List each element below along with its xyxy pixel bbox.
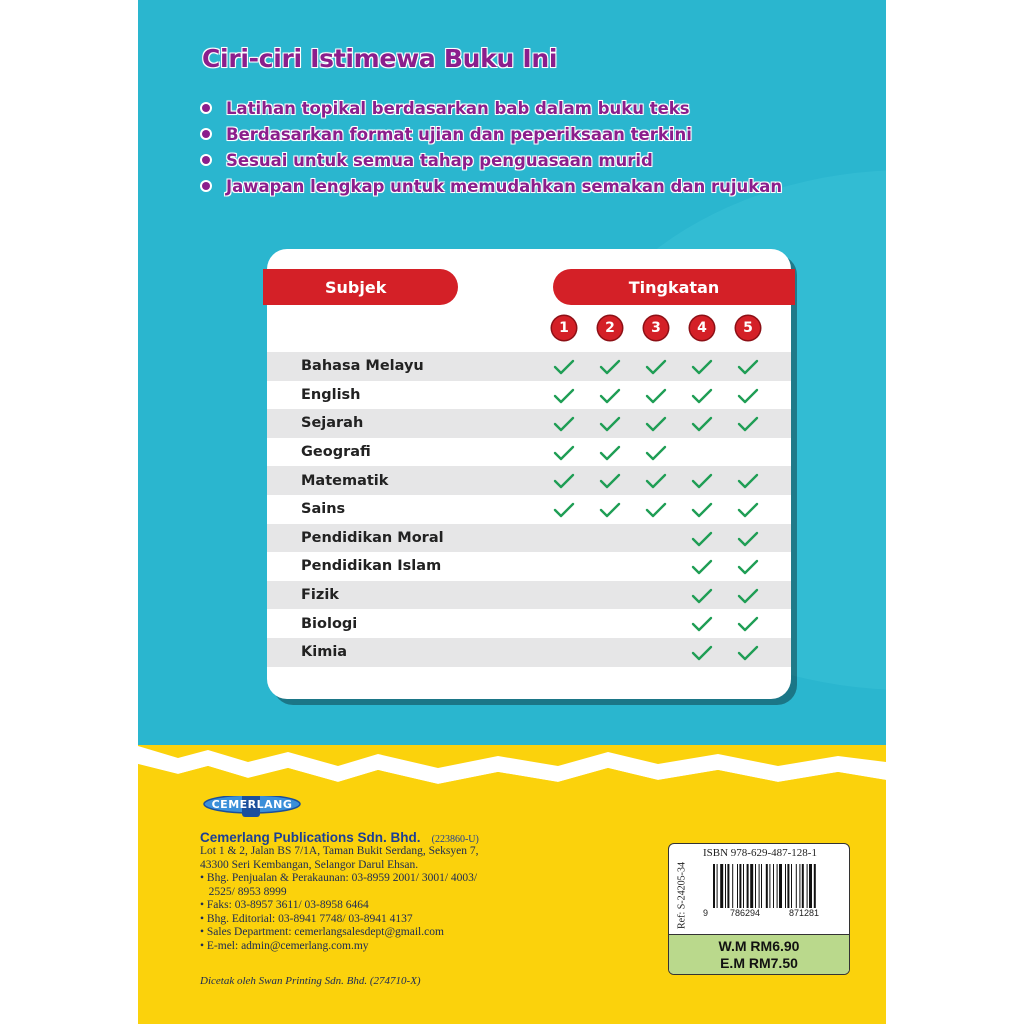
ref-number: Ref: S-24205-34 [676, 862, 688, 929]
barcode-box [668, 843, 850, 975]
feature-item: Latihan topikal berdasarkan bab dalam buku teks [202, 95, 782, 121]
subject-name: Bahasa Melayu [301, 358, 424, 375]
check-icon [691, 473, 713, 489]
isbn-text: ISBN 978-629-487-128-1 [703, 847, 817, 859]
cover-title: Ciri-ciri Istimewa Buku Ini [202, 44, 558, 73]
check-icon [645, 473, 667, 489]
check-icon [645, 445, 667, 461]
table-row [267, 581, 791, 610]
check-icon [737, 502, 759, 518]
check-icon [553, 388, 575, 404]
check-icon [553, 473, 575, 489]
check-icon [691, 616, 713, 632]
bullet-icon [202, 156, 210, 164]
check-icon [645, 359, 667, 375]
check-icon [737, 416, 759, 432]
table-row [267, 495, 791, 524]
check-icon [599, 359, 621, 375]
check-icon [737, 359, 759, 375]
check-icon [691, 559, 713, 575]
feature-item: Berdasarkan format ujian dan peperiksaan terkini [202, 121, 782, 147]
subject-name: Sejarah [301, 415, 364, 432]
check-icon [691, 359, 713, 375]
check-icon [691, 388, 713, 404]
check-icon [691, 645, 713, 661]
publisher-name: Cemerlang Publications Sdn. Bhd. [200, 830, 421, 845]
table-row [267, 609, 791, 638]
check-icon [599, 445, 621, 461]
torn-paper-edge [138, 736, 886, 796]
level-number: 4 [690, 316, 714, 340]
subject-table-card [267, 249, 791, 699]
barcode-icon [713, 864, 831, 908]
check-icon [737, 388, 759, 404]
check-icon [645, 416, 667, 432]
subject-name: Pendidikan Islam [301, 558, 442, 575]
check-icon [553, 416, 575, 432]
subject-name: Kimia [301, 644, 348, 661]
table-row [267, 638, 791, 667]
price-wm: W.M RM6.90 [718, 938, 800, 954]
table-row [267, 381, 791, 410]
check-icon [691, 531, 713, 547]
level-header: Tingkatan [553, 269, 795, 305]
check-icon [691, 588, 713, 604]
table-row [267, 466, 791, 495]
barcode-digits: 9 786294 871281 [703, 908, 820, 918]
price-em: E.M RM7.50 [720, 955, 798, 971]
feature-item: Sesuai untuk semua tahap penguasaan murid [202, 147, 782, 173]
book-back-cover [138, 0, 886, 1024]
bullet-icon [202, 104, 210, 112]
subject-name: Fizik [301, 587, 339, 604]
subject-header: Subjek [263, 269, 458, 305]
printer-line: Dicetak oleh Swan Printing Sdn. Bhd. (274710-X) [200, 975, 421, 987]
check-icon [599, 473, 621, 489]
check-icon [691, 416, 713, 432]
subject-name: Geografi [301, 444, 371, 461]
subject-name: Sains [301, 501, 346, 518]
check-icon [737, 588, 759, 604]
check-icon [645, 388, 667, 404]
check-icon [691, 502, 713, 518]
check-icon [737, 616, 759, 632]
logo-text: CEMERLANG [211, 797, 293, 811]
check-icon [737, 531, 759, 547]
subject-name: English [301, 386, 361, 403]
publisher-address: Lot 1 & 2, Jalan BS 7/1A, Taman Bukit Serdang, Seksyen 7, 43300 Seri Kembangan, Selangor Darul Ehsan. • Bhg. Penjualan & Perakaunan: 03-8959 2001/ 3001/ 4003/ 2525/ 8953 8999 • Faks: 03-8957 3611/ 03-8958 6464 • Bhg. Editorial: 03-8941 7748/ 03-8941 4137 • Sales Department: cemerlangsalesdept@gmail.com • E-mel: admin@cemerlang.com.my [200, 845, 479, 952]
publisher-reg: (223860-U) [431, 834, 479, 845]
check-icon [553, 445, 575, 461]
bullet-icon [202, 130, 210, 138]
table-row [267, 438, 791, 467]
check-icon [737, 473, 759, 489]
subject-name: Biologi [301, 615, 358, 632]
price-panel [669, 934, 849, 975]
check-icon [599, 416, 621, 432]
check-icon [599, 502, 621, 518]
check-icon [737, 559, 759, 575]
feature-list [202, 95, 782, 199]
check-icon [553, 359, 575, 375]
level-number: 3 [644, 316, 668, 340]
level-number: 1 [552, 316, 576, 340]
level-number: 5 [736, 316, 760, 340]
check-icon [737, 645, 759, 661]
subject-name: Matematik [301, 472, 389, 489]
check-icon [645, 502, 667, 518]
bullet-icon [202, 182, 210, 190]
level-number: 2 [598, 316, 622, 340]
table-row [267, 524, 791, 553]
check-icon [599, 388, 621, 404]
table-row [267, 352, 791, 381]
check-icon [553, 502, 575, 518]
subject-name: Pendidikan Moral [301, 529, 444, 546]
table-row [267, 409, 791, 438]
table-row [267, 552, 791, 581]
publisher-name-line [200, 827, 479, 846]
feature-item: Jawapan lengkap untuk memudahkan semakan dan rujukan [202, 173, 782, 199]
